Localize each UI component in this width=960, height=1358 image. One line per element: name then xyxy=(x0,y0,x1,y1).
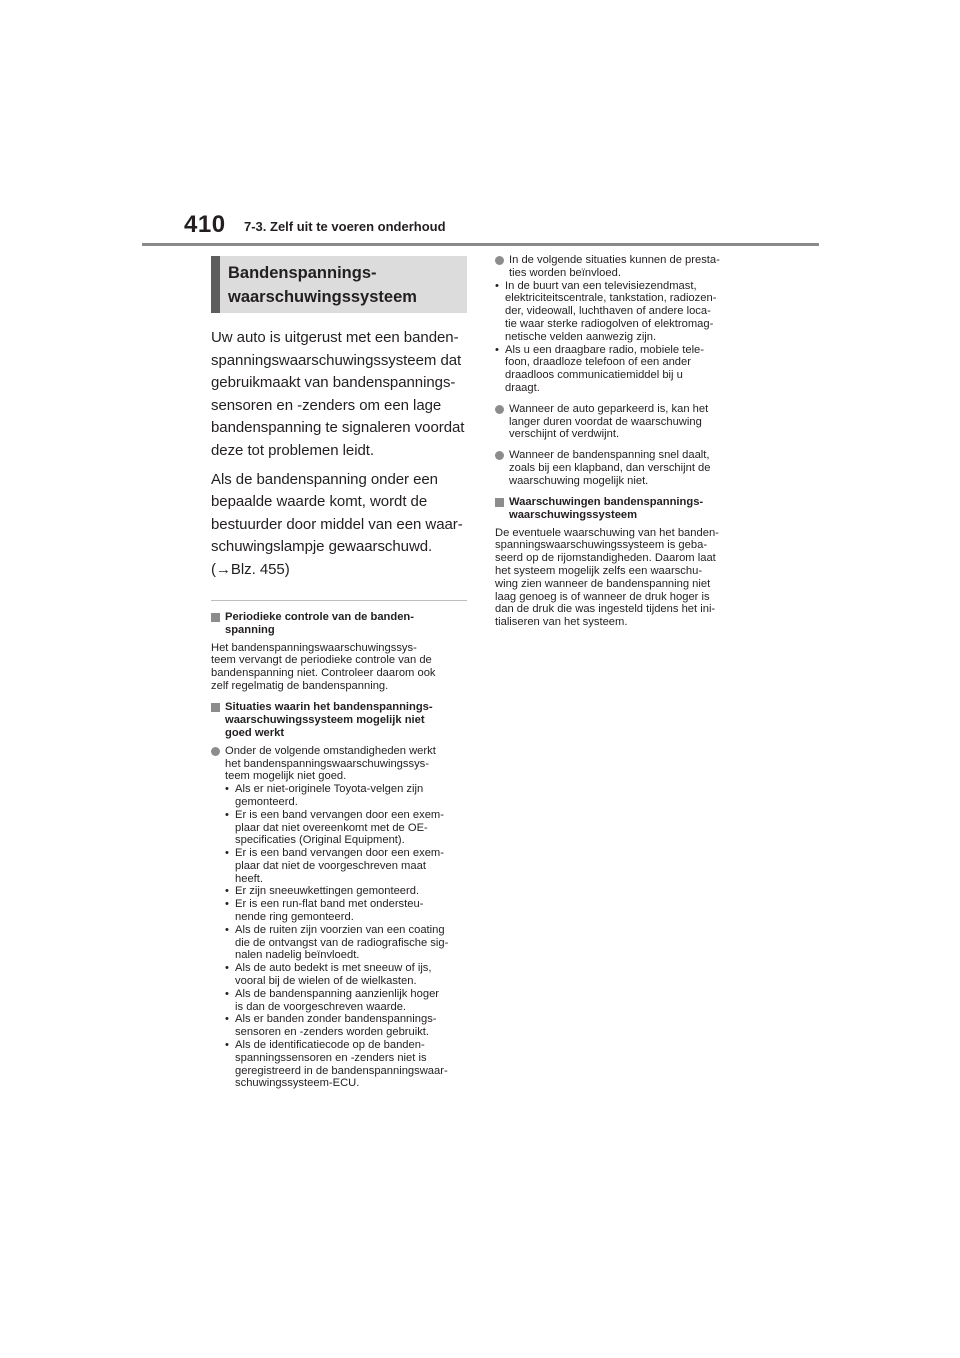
section-title-line: Bandenspannings- xyxy=(228,264,377,282)
right-column xyxy=(495,254,751,637)
performance-bullet-list xyxy=(495,280,751,395)
text-line: Als de bandenspanning onder een xyxy=(211,470,438,488)
text-line: nalen nadelig beïnvloedt. xyxy=(235,949,360,962)
chapter-title: 7-3. Zelf uit te voeren onderhoud xyxy=(244,219,446,234)
bullet-dot-icon: • xyxy=(225,1039,229,1052)
text-line: tie waar sterke radiogolven of elektromag- xyxy=(505,317,714,330)
bullet-item xyxy=(225,809,467,847)
text-line: De eventuele waarschuwing van het banden- xyxy=(495,526,719,539)
bullet-item xyxy=(225,898,467,924)
text-line: het bandenspanningswaarschuwingssys- xyxy=(225,757,429,770)
bullet-dot-icon: • xyxy=(225,847,229,860)
text-line: Als de identificatiecode op de banden- xyxy=(235,1039,425,1052)
text-line: der, videowall, luchthaven of andere loca- xyxy=(505,305,711,318)
bullet-item xyxy=(225,1039,467,1090)
text-line: dan de druk die was ingesteld tijdens het ini- xyxy=(495,603,716,616)
text-line: Situaties waarin het bandenspannings- xyxy=(225,700,433,713)
text-line: spanningssensoren en -zenders niet is xyxy=(235,1051,427,1064)
text-line: netische velden aanwezig zijn. xyxy=(505,330,657,343)
intro-paragraph xyxy=(211,469,467,582)
text-line: zelf regelmatig de bandenspanning. xyxy=(211,679,389,692)
text-line: Wanneer de bandenspanning snel daalt, xyxy=(509,449,710,462)
text-line: Waarschuwingen bandenspannings- xyxy=(509,495,704,508)
text-line: Als er niet-originele Toyota-velgen zijn xyxy=(235,783,424,796)
text-line: seerd op de rijomstandigheden. Daarom laat xyxy=(495,552,716,565)
page-reference: (→Blz. 455) xyxy=(211,560,290,578)
text-line: ties worden beïnvloed. xyxy=(509,266,621,279)
subheading-situations xyxy=(211,701,467,740)
left-column xyxy=(211,256,467,1098)
text-line: sensoren en -zenders worden gebruikt. xyxy=(235,1026,430,1039)
text-line: teem mogelijk niet goed. xyxy=(225,770,347,783)
text-line: die de ontvangst van de radiografische sig- xyxy=(235,936,449,949)
text-line: specificaties (Original Equipment). xyxy=(235,834,405,847)
bullet-dot-icon: • xyxy=(225,808,229,821)
bullet-item xyxy=(225,988,467,1014)
text-line: is dan de voorgeschreven waarde. xyxy=(235,1000,407,1013)
text-line: bandenspanning niet. Controleer daarom ook xyxy=(211,667,436,680)
text-line: schuwingslampje gewaarschuwd. xyxy=(211,538,433,556)
header-rule xyxy=(142,243,819,246)
text-line: nende ring gemonteerd. xyxy=(235,911,354,924)
text-line: heeft. xyxy=(235,872,263,885)
circle-list-item xyxy=(495,403,751,441)
text-line: spanningswaarschuwingssysteem is geba- xyxy=(495,539,708,552)
warnings-text xyxy=(495,527,751,629)
text-line: Uw auto is uitgerust met een banden- xyxy=(211,329,459,346)
bullet-dot-icon: • xyxy=(225,962,229,975)
text-line: Als er banden zonder bandenspannings- xyxy=(235,1013,437,1026)
bullet-dot-icon: • xyxy=(495,279,499,292)
bullet-dot-icon: • xyxy=(225,898,229,911)
square-bullet-icon xyxy=(211,613,220,622)
subheading-warnings xyxy=(495,496,751,522)
text-line: waarschuwing mogelijk niet. xyxy=(509,474,649,487)
periodic-check-text xyxy=(211,642,467,693)
text-line: Als u een draagbare radio, mobiele tele- xyxy=(505,343,705,356)
section-title xyxy=(211,256,467,313)
text-line: bepaalde waarde komt, wordt de xyxy=(211,493,428,511)
text-line: In de buurt van een televisiezendmast, xyxy=(505,279,697,292)
text-line: gemonteerd. xyxy=(235,795,298,808)
text-line: Er is een run-flat band met ondersteu- xyxy=(235,898,424,911)
text-line: verschijnt of verdwijnt. xyxy=(509,428,620,441)
text-line: gebruikmaakt van bandenspannings- xyxy=(211,374,456,392)
text-line: tialiseren van het systeem. xyxy=(495,616,628,629)
text-line: Periodieke controle van de banden- xyxy=(225,610,414,623)
text-line: Onder de volgende omstandigheden werkt xyxy=(225,744,436,757)
bullet-dot-icon: • xyxy=(225,1013,229,1026)
bullet-dot-icon: • xyxy=(225,987,229,1000)
situations-bullet-list xyxy=(211,783,467,1090)
circle-list-item xyxy=(211,745,467,783)
text-line: elektriciteitscentrale, tankstation, radiozen- xyxy=(505,292,717,305)
spacer xyxy=(495,488,751,496)
square-bullet-icon xyxy=(495,498,504,507)
circle-list-item xyxy=(495,254,751,280)
text-line: Er is een band vervangen door een exem- xyxy=(235,808,444,821)
bullet-item xyxy=(225,962,467,988)
text-line: waarschuwingssysteem mogelijk niet xyxy=(225,713,425,726)
circle-bullet-icon xyxy=(495,451,504,460)
subheading-periodic-check xyxy=(211,611,467,637)
text-line: Er is een band vervangen door een exem- xyxy=(235,847,444,860)
bullet-item xyxy=(225,847,467,885)
bullet-item xyxy=(225,1013,467,1039)
text-line: foon, draadloze telefoon of een ander xyxy=(505,356,691,369)
text-line: wing zien wanneer de bandenspanning niet xyxy=(495,577,711,590)
text-line: bandenspanning te signaleren voordat xyxy=(211,419,465,437)
bullet-dot-icon: • xyxy=(225,885,229,898)
intro-paragraph xyxy=(211,327,467,463)
text-line: zoals bij een klapband, dan verschijnt de xyxy=(509,461,711,474)
divider xyxy=(211,600,467,601)
text-line: sensoren en -zenders om een lage xyxy=(211,396,442,414)
bullet-dot-icon: • xyxy=(495,343,499,356)
text-line: spanning xyxy=(225,623,275,636)
bullet-dot-icon: • xyxy=(225,783,229,796)
bullet-item xyxy=(495,280,751,344)
bullet-item xyxy=(495,344,751,395)
circle-bullet-icon xyxy=(495,256,504,265)
circle-bullet-icon xyxy=(211,747,220,756)
square-bullet-icon xyxy=(211,703,220,712)
text-line: draadloos communicatiemiddel bij u xyxy=(505,369,683,382)
text-line: schuwingssysteem-ECU. xyxy=(235,1077,360,1090)
text-line: waarschuwingssysteem xyxy=(509,508,638,521)
bullet-dot-icon: • xyxy=(225,923,229,936)
text-line: In de volgende situaties kunnen de presta- xyxy=(509,254,720,266)
circle-bullet-icon xyxy=(495,405,504,414)
text-line: laag genoeg is of wanneer de druk hoger is xyxy=(495,590,710,603)
page-number: 410 xyxy=(184,211,226,238)
text-line: Het bandenspanningswaarschuwingssys- xyxy=(211,641,417,654)
text-line: langer duren voordat de waarschuwing xyxy=(509,415,702,428)
text-line: Als de auto bedekt is met sneeuw of ijs, xyxy=(235,962,432,975)
bullet-item xyxy=(225,924,467,962)
text-line: bestuurder door middel van een waar- xyxy=(211,515,463,533)
circle-list-item xyxy=(495,449,751,487)
spacer xyxy=(495,441,751,449)
text-line: teem vervangt de periodieke controle van de xyxy=(211,654,432,667)
text-line: Wanneer de auto geparkeerd is, kan het xyxy=(509,402,709,415)
section-title-line: waarschuwingssysteem xyxy=(228,288,417,306)
bullet-item xyxy=(225,783,467,809)
text-line: Er zijn sneeuwkettingen gemonteerd. xyxy=(235,885,420,898)
text-line: goed werkt xyxy=(225,726,285,739)
text-line: plaar dat niet de voorgeschreven maat xyxy=(235,859,426,872)
text-line: plaar dat niet overeenkomt met de OE- xyxy=(235,821,428,834)
text-line: draagt. xyxy=(505,381,540,394)
text-line: spanningswaarschuwingssysteem dat xyxy=(211,351,462,369)
text-line: Als de bandenspanning aanzienlijk hoger xyxy=(235,987,440,1000)
bullet-item xyxy=(225,885,467,898)
text-line: Als de ruiten zijn voorzien van een coating xyxy=(235,923,445,936)
text-line: deze tot problemen leidt. xyxy=(211,441,375,459)
text-line: geregistreerd in de bandenspanningswaar- xyxy=(235,1064,448,1077)
text-line: vooral bij de wielen of de wielkasten. xyxy=(235,975,417,988)
text-line: het systeem mogelijk zelfs een waarschu- xyxy=(495,564,703,577)
